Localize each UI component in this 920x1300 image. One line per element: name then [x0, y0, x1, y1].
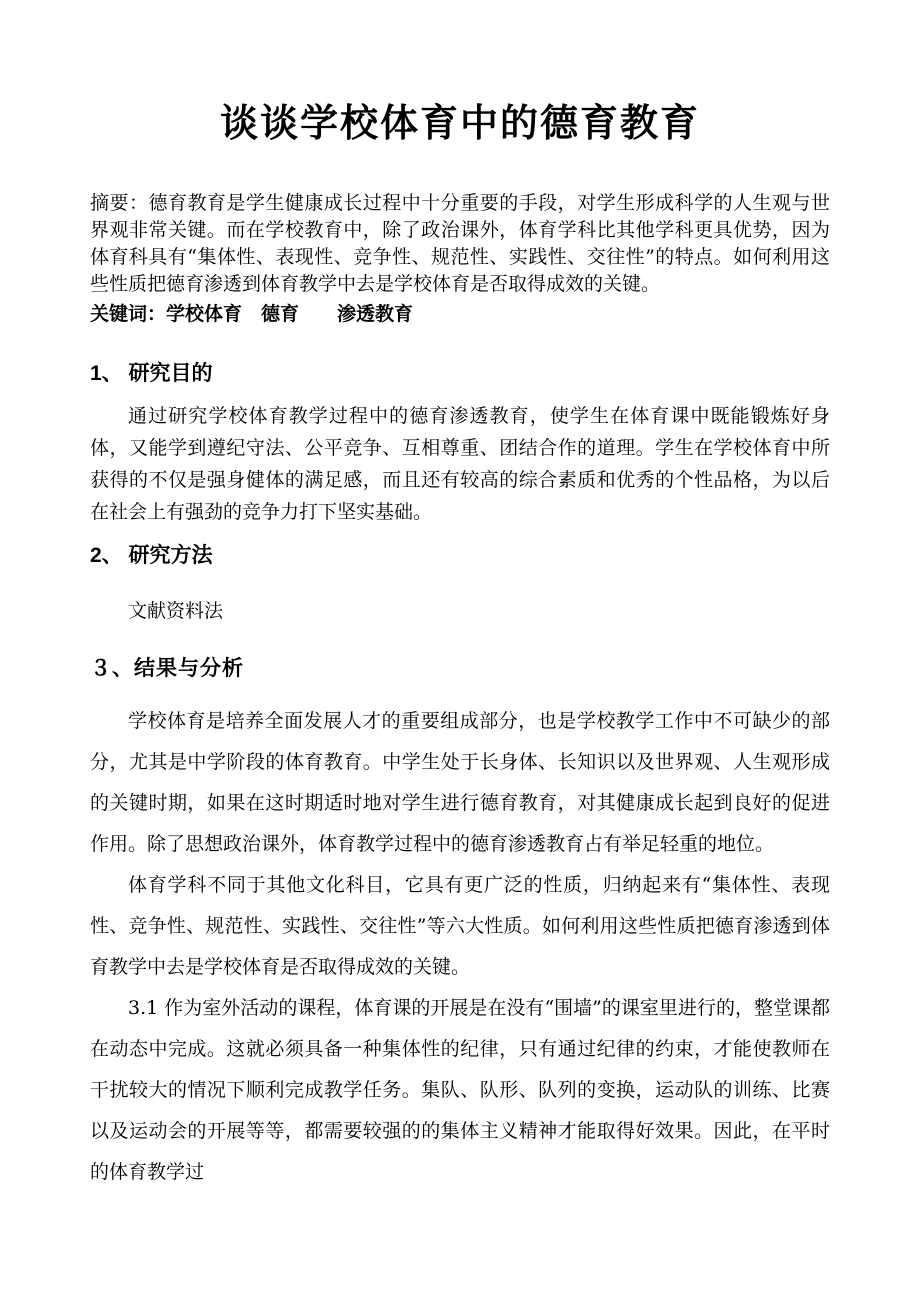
- keywords-line: [90, 301, 830, 328]
- keywords-items: 学校体育 德育 渗透教育: [166, 304, 414, 325]
- section-heading-results-analysis: ３、结果与分析: [90, 657, 244, 680]
- abstract-paragraph: [90, 190, 830, 298]
- abstract-label: 摘要：: [90, 192, 149, 214]
- page-title: 谈谈学校体育中的德育教育: [219, 103, 700, 145]
- paragraph-results-overview: 学校体育是培养全面发展人才的重要组成部分，也是学校教学工作中不可缺少的部分，尤其是中学阶段的体育教育。中学生处于长身体、长知识以及世界观、人生观形成的关键时期，如果在这时期适时地对学生进行德育教育，对其健康成长起到良好的促进作用。除了思想政治课外，体育教学过程中的德育渗透教育占有举足轻重的地位。: [90, 710, 830, 855]
- paragraph-pe-subject-nature: 体育学科不同于其他文化科目，它具有更广泛的性质，归纳起来有“集体性、表现性、竞争性、规范性、实践性、交往性”等六大性质。如何利用这些性质把德育渗透到体育教学中去是学校体育是否取得成效的关键。: [90, 874, 830, 978]
- section-heading-research-method: 2、 研究方法: [90, 544, 213, 567]
- paragraph-3-1-outdoor-course: 3.1 作为室外活动的课程，体育课的开展是在没有“围墙”的课室里进行的，整堂课都在动态中完成。这就必须具备一种集体性的纪律，只有通过纪律的约束，才能使教师在干扰较大的情况下顺利完成教学任务。集队、队形、队列的变换，运动队的训练、比赛以及运动会的开展等等，都需要较强的的集体主义精神才能取得好效果。因此，在平时的体育教学过: [90, 997, 830, 1183]
- paragraph-research-purpose: 通过研究学校体育教学过程中的德育渗透教育，使学生在体育课中既能锻炼好身体，又能学到遵纪守法、公平竞争、互相尊重、团结合作的道理。学生在学校体育中所获得的不仅是强身健体的满足感，而且还有较高的综合素质和优秀的个性品格，为以后在社会上有强劲的竞争力打下坚实基础。: [90, 405, 830, 523]
- abstract-text: 德育教育是学生健康成长过程中十分重要的手段，对学生形成科学的人生观与世界观非常关键。而在学校教育中，除了政治课外，体育学科比其他学科更具优势，因为体育科具有“集体性、表现性、竞争性、规范性、实践性、交往性”的特点。如何利用这些性质把德育渗透到体育教学中去是学校体育是否取得成效的关键。: [90, 192, 830, 295]
- paragraph-research-method: 文献资料法: [128, 600, 224, 622]
- keywords-label: 关键词：: [90, 304, 167, 325]
- section-heading-research-purpose: 1、 研究目的: [90, 362, 213, 385]
